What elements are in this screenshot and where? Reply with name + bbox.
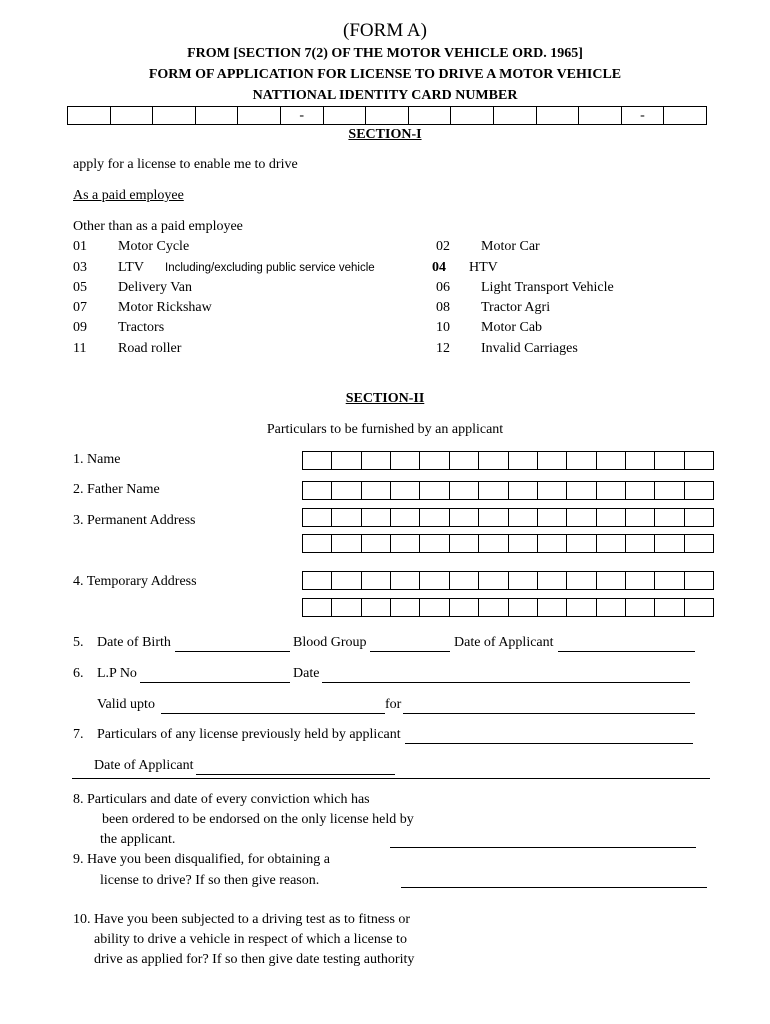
q8-line-3: the applicant. [100,832,176,847]
valid-upto-label: Valid upto [97,697,155,712]
lp-date-label: Date [293,666,320,681]
section-2-heading: SECTION-II [345,391,425,406]
name-label: 1. Name [73,452,121,467]
cnic-dash: - [280,107,323,125]
permanent-address-field[interactable] [302,534,714,553]
form-title: (FORM A) [343,20,427,41]
vehicle-num: 02 [436,239,450,254]
name-field[interactable] [302,451,714,470]
vehicle-num: 03 [73,260,87,275]
vehicle-option[interactable]: Motor Rickshaw [118,300,212,315]
disqualification-reason-field[interactable] [401,887,707,888]
cnic-box[interactable] [195,107,238,125]
q9-line-1: 9. Have you been disqualified, for obtaining a [73,852,330,867]
temporary-address-field[interactable] [302,598,714,617]
cnic-input-boxes[interactable] [67,106,707,125]
vehicle-option[interactable]: Tractor Agri [481,300,551,315]
q7-date-of-applicant-field[interactable] [196,774,395,775]
lp-no-label: L.P No [97,666,137,681]
form-ordinance-line: FROM [SECTION 7(2) OF THE MOTOR VEHICLE ORD. 1965] [187,46,583,61]
ltv-note: Including/excluding public service vehicle [165,262,375,274]
vehicle-option[interactable]: Delivery Van [118,280,192,295]
conviction-field[interactable] [390,847,696,848]
cnic-box[interactable] [579,107,622,125]
cnic-box[interactable] [238,107,281,125]
q10-line-3: drive as applied for? If so then give date testing authority [94,952,415,967]
vehicle-num: 06 [436,280,450,295]
blood-group-label: Blood Group [293,635,367,650]
date-of-applicant-label: Date of Applicant [454,635,554,650]
q7-number: 7. [73,727,84,742]
vehicle-option[interactable]: LTV [118,260,144,275]
q9-line-2: license to drive? If so then give reason. [100,873,320,888]
vehicle-num: 11 [73,341,87,356]
cnic-box[interactable] [153,107,196,125]
vehicle-option[interactable]: Motor Cycle [118,239,190,254]
vehicle-num: 09 [73,320,87,335]
vehicle-num: 05 [73,280,87,295]
cnic-dash: - [621,107,664,125]
paid-employee-option[interactable]: As a paid employee [73,188,184,203]
vehicle-num: 07 [73,300,87,315]
cnic-heading: NATTIONAL IDENTITY CARD NUMBER [252,88,518,103]
dob-field[interactable] [175,651,290,652]
lp-date-field[interactable] [322,682,690,683]
section-2-subheading: Particulars to be furnished by an applicant [266,422,504,437]
cnic-box[interactable] [451,107,494,125]
cnic-box[interactable] [68,107,111,125]
q8-line-2: been ordered to be endorsed on the only license held by [102,812,414,827]
temporary-address-field[interactable] [302,571,714,590]
cnic-box[interactable] [366,107,409,125]
q7-date-of-applicant-label: Date of Applicant [94,758,194,773]
date-of-applicant-field[interactable] [558,651,695,652]
cnic-box[interactable] [408,107,451,125]
temporary-address-label: 4. Temporary Address [73,574,197,589]
form-subject-line: FORM OF APPLICATION FOR LICENSE TO DRIVE A MOTOR VEHICLE [148,67,622,82]
vehicle-option[interactable]: Invalid Carriages [481,341,578,356]
q10-line-2: ability to drive a vehicle in respect of which a license to [94,932,407,947]
cnic-box[interactable] [110,107,153,125]
vehicle-option[interactable]: Motor Cab [481,320,543,335]
section-divider [72,778,710,779]
vehicle-num: 04 [432,260,446,275]
vehicle-option[interactable]: Tractors [118,320,165,335]
vehicle-num: 08 [436,300,450,315]
cnic-box[interactable] [323,107,366,125]
vehicle-num: 01 [73,239,87,254]
q8-line-1: 8. Particulars and date of every conviction which has [73,792,370,807]
father-name-field[interactable] [302,481,714,500]
other-than-paid-option[interactable]: Other than as a paid employee [73,219,243,234]
vehicle-option[interactable]: Motor Car [481,239,540,254]
vehicle-num: 10 [436,320,450,335]
section-1-intro: apply for a license to enable me to drive [73,157,298,172]
cnic-box[interactable] [664,107,707,125]
valid-upto-field[interactable] [161,713,385,714]
q6-number: 6. [73,666,84,681]
cnic-box[interactable] [493,107,536,125]
cnic-box[interactable] [536,107,579,125]
valid-for-field[interactable] [403,713,695,714]
vehicle-option[interactable]: Light Transport Vehicle [481,280,614,295]
vehicle-option[interactable]: Road roller [118,341,182,356]
previous-license-field[interactable] [405,743,693,744]
permanent-address-field[interactable] [302,508,714,527]
q10-line-1: 10. Have you been subjected to a driving test as to fitness or [73,912,411,927]
blood-group-field[interactable] [370,651,450,652]
previous-license-label: Particulars of any license previously held by applicant [97,727,401,742]
dob-label: Date of Birth [97,635,171,650]
lp-no-field[interactable] [140,682,290,683]
permanent-address-label: 3. Permanent Address [73,513,196,528]
vehicle-num: 12 [436,341,450,356]
section-1-heading: SECTION-I [348,127,422,142]
father-name-label: 2. Father Name [73,482,160,497]
valid-for-label: for [385,697,402,712]
q5-number: 5. [73,635,84,650]
vehicle-option[interactable]: HTV [469,260,498,275]
